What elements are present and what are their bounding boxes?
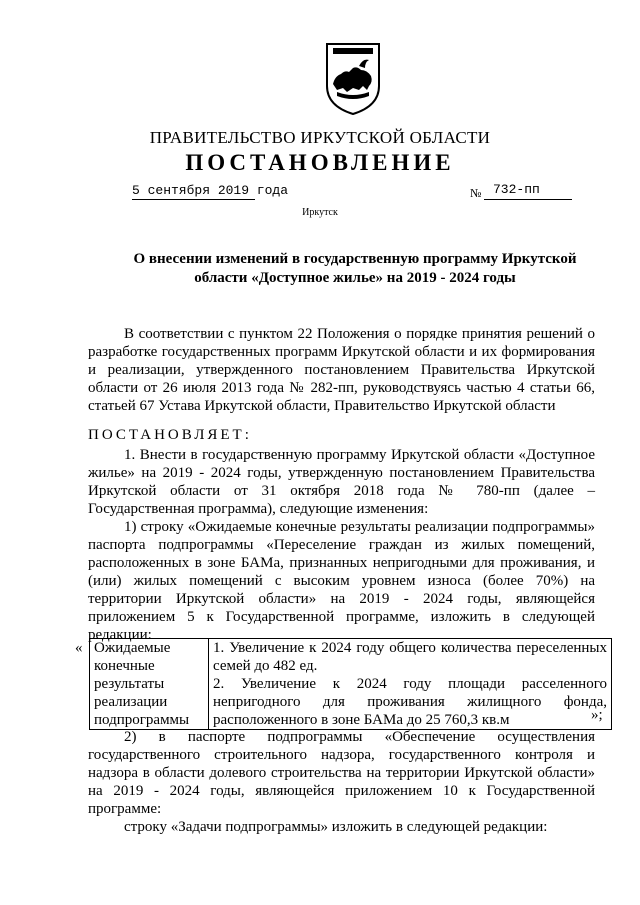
number-underline — [484, 199, 572, 200]
table-open-quote: « — [75, 640, 83, 656]
amendment-table — [89, 638, 612, 730]
item-1-2a-paragraph: строку «Задачи подпрограммы» изложить в следующей редакции: — [124, 819, 548, 835]
preamble-paragraph: В соответствии с пунктом 22 Положения о порядке принятия решений о разработке государственных программ Иркутской области и их формирования и реализации, утвержденного постановлением Правительства Иркутской области от 26 июля 2013 года № 282-пп, руководствуясь частью 4 статьи 66, статьей 67 Устава Иркутской области, Правительство Иркутской области — [88, 326, 595, 414]
document-number: 732-пп — [493, 182, 540, 197]
coat-of-arms-emblem — [323, 40, 383, 116]
document-type: ПОСТАНОВЛЕНИЕ — [185, 150, 455, 175]
right-cell-paragraph-1: 1. Увеличение к 2024 году общего количества переселенных семей до 482 ед. — [213, 640, 607, 674]
right-cell-paragraph-2: 2. Увеличение к 2024 году площади расселенного непригодного для проживания жилищного фонда, расположенного в зоне БАМа до 25 760,3 кв.м — [213, 676, 607, 728]
left-cell-line: результаты — [94, 676, 165, 692]
table-right-cell — [209, 639, 612, 730]
left-cell-line: Ожидаемые — [94, 640, 171, 656]
table-left-cell — [90, 639, 209, 730]
table-row — [90, 639, 612, 730]
table-close-quote: »; — [591, 707, 603, 723]
document-date: 5 сентября 2019 года — [132, 183, 289, 198]
left-cell-line: подпрограммы — [94, 712, 190, 728]
resolve-heading: ПОСТАНОВЛЯЕТ: — [88, 427, 252, 443]
number-sign: № — [470, 186, 482, 200]
item-1-1-paragraph: 1) строку «Ожидаемые конечные результаты реализации подпрограммы» паспорта подпрограммы «Переселение граждан из жилых помещений, расположенных в зоне БАМа, признанных непригодными для проживания, и (или) жилых помещений с высоким уровнем износа (более 70%) на территории Иркутской области» на 2019 - 2024 годы, являющейся приложением 5 к Государственной программе, изложить в следующей редакции: — [88, 519, 595, 643]
item-1-2-paragraph: 2) в паспорте подпрограммы «Обеспечение осуществления государственного строительного надзора, государственного контроля и надзора в области долевого строительства на территории Иркутской области» на 2019 - 2024 годы, являющейся приложением 10 к Государственной программе: — [88, 729, 595, 817]
government-name: ПРАВИТЕЛЬСТВО ИРКУТСКОЙ ОБЛАСТИ — [149, 128, 491, 147]
city-name: Иркутск — [302, 207, 338, 218]
left-cell-line: конечные — [94, 658, 155, 674]
document-title: О внесении изменений в государственную программу Иркутской области «Доступное жилье» на 2019 - 2024 годы — [133, 251, 577, 286]
left-cell-line: реализации — [94, 694, 168, 710]
date-underline — [132, 199, 255, 200]
item-1-paragraph: 1. Внести в государственную программу Иркутской области «Доступное жилье» на 2019 - 2024 годы, утвержденную постановлением Правительства Иркутской области от 31 октября 2018 года № 780-пп (далее – Государственная программа), следующие изменения: — [88, 447, 595, 517]
